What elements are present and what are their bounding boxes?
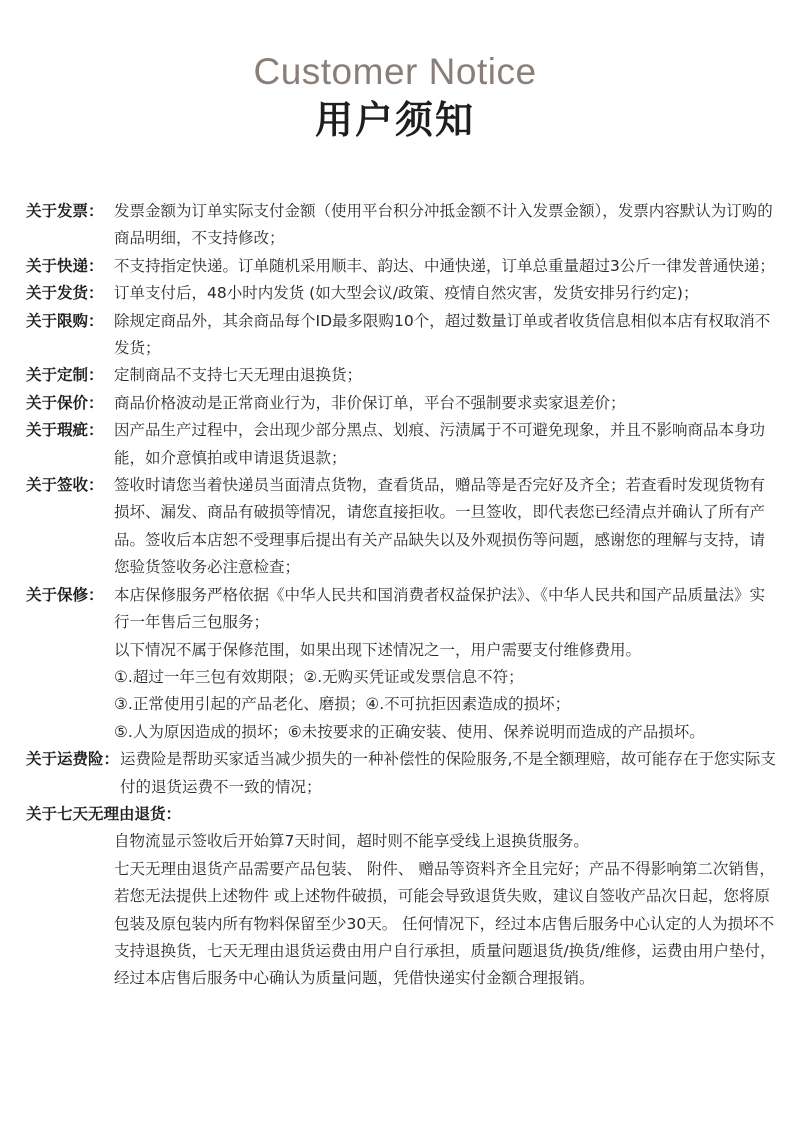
- notice-text: 因产品生产过程中，会出现少部分黑点、划痕、污渍属于不可避免现象，并且不影响商品本身功能，如介意慎拍或申请退货退款；: [114, 421, 766, 467]
- notice-defects: [26, 417, 776, 472]
- notice-label: 关于保价：: [26, 393, 104, 412]
- seven-day-return-paragraph: 七天无理由退货产品需要产品包装、 附件、 赠品等资料齐全且完好；产品不得影响第二次销售，若您无法提供上述物件 或上述物件破损，可能会导致退货失败，建议自签收产品次日起，您将原包装及原包装内所有物料保留至少30天。 任何情况下，经过本店售后服务中心认定的人为损坏不支持退换货，七天无理由退货运费由用户自行承担，质量问题退货/换货/维修，运费由用户垫付，经过本店售后服务中心确认为质量问题，凭借快递实付金额合理报销。: [114, 859, 776, 988]
- seven-day-return-paragraph: 自物流显示签收后开始算7天时间，超时则不能享受线上退换货服务。: [114, 832, 589, 851]
- notice-text: 发票金额为订单实际支付金额（使用平台积分冲抵金额不计入发票金额），发票内容默认为订购的商品明细，不支持修改；: [114, 202, 773, 248]
- notice-label: 关于运费险：: [26, 750, 120, 769]
- notice-shipping: [26, 280, 776, 307]
- seven-day-return-label: 关于七天无理由退货：: [26, 804, 182, 823]
- notice-label: 关于发货：: [26, 284, 104, 303]
- notice-invoice: [26, 198, 776, 253]
- warranty-exclusion-item: ①.超过一年三包有效期限；②.无购买凭证或发票信息不符；: [114, 667, 524, 686]
- notice-label: 关于限购：: [26, 311, 104, 330]
- notice-text: 不支持指定快递。订单随机采用顺丰、韵达、中通快递，订单总重量超过3公斤一律发普通快递；: [114, 256, 775, 275]
- notice-warranty: [26, 582, 776, 637]
- notice-text: 商品价格波动是正常商业行为，非价保订单，平台不强制要求卖家退差价；: [114, 393, 626, 412]
- notice-text: 订单支付后，48小时内发货 (如大型会议/政策、疫情自然灾害，发货安排另行约定)；: [114, 284, 699, 303]
- notice-text: 本店保修服务严格依据《中华人民共和国消费者权益保护法》、《中华人民共和国产品质量法》实行一年售后三包服务；: [114, 585, 766, 632]
- notice-label: 关于签收：: [26, 476, 104, 495]
- notice-list: [26, 198, 776, 993]
- notice-text: 定制商品不支持七天无理由退换货；: [114, 366, 363, 385]
- notice-text: 签收时请您当着快递员当面清点货物，查看货品，赠品等是否完好及齐全；若查看时发现货物有损坏、漏发、商品有破损等情况，请您直接拒收。一旦签收，即代表您已经清点并确认了所有产品。签收后本店恕不受理事后提出有关产品缺失以及外观损伤等问题，感谢您的理解与支持，请您验货签收务必注意检查；: [114, 476, 766, 577]
- notice-label: 关于发票：: [26, 202, 104, 220]
- notice-receipt: [26, 472, 776, 582]
- notice-customization: [26, 362, 776, 389]
- notice-text: 除规定商品外，其余商品每个ID最多限购10个，超过数量订单或者收货信息相似本店有权取消不发货；: [114, 311, 771, 358]
- notice-express: [26, 253, 776, 280]
- notice-text: 运费险是帮助买家适当减少损失的一种补偿性的保险服务,不是全额理赔，故可能存在于您实际支付的退货运费不一致的情况；: [120, 750, 776, 796]
- notice-label: 关于定制：: [26, 366, 104, 385]
- notice-purchase-limit: [26, 308, 776, 363]
- warranty-exclusion-intro: 以下情况不属于保修范围，如果出现下述情况之一，用户需要支付维修费用。: [114, 640, 642, 659]
- notice-label: 关于保修：: [26, 585, 104, 604]
- page-header: [0, 50, 790, 144]
- page-title-english: Customer Notice: [253, 51, 537, 92]
- warranty-exclusion-item: ⑤.人为原因造成的损坏；⑥未按要求的正确安装、使用、保养说明而造成的产品损坏。: [114, 722, 705, 741]
- warranty-exclusion-item: ③.正常使用引起的产品老化、磨损；④.不可抗拒因素造成的损坏；: [114, 695, 571, 714]
- notice-price-protection: [26, 390, 776, 417]
- page-title-chinese: 用户须知: [314, 98, 475, 142]
- notice-label: 关于快递：: [26, 256, 104, 275]
- notice-label: 关于瑕疵：: [26, 421, 104, 440]
- notice-shipping-insurance: [26, 746, 776, 801]
